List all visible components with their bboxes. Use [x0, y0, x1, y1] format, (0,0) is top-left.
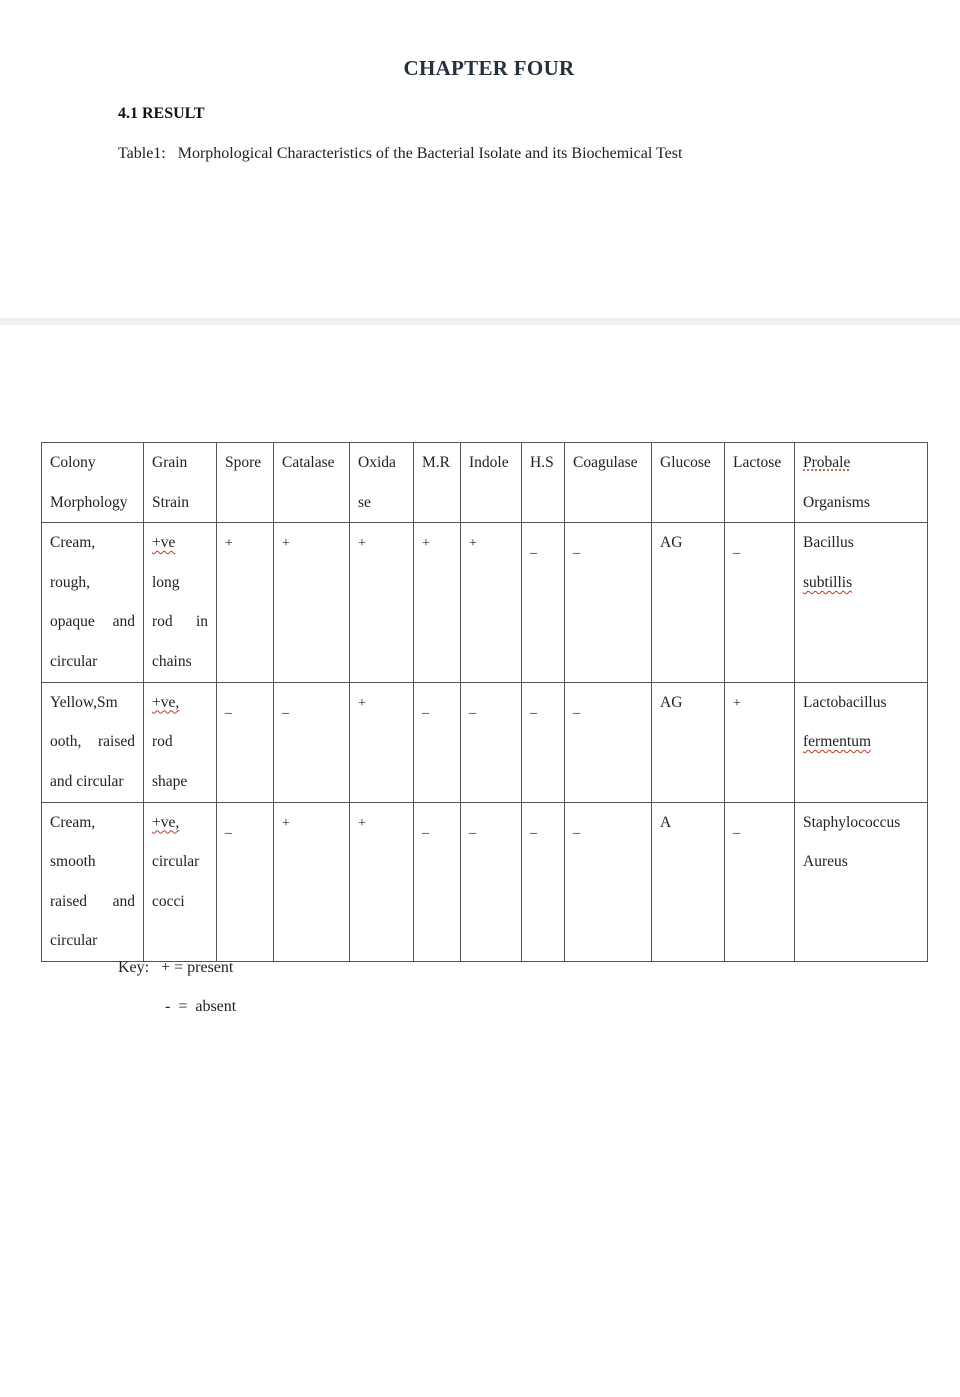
table-row — [42, 682, 928, 802]
cell-organism — [795, 802, 928, 961]
cell-line — [50, 602, 135, 642]
header-text: Oxida — [358, 454, 396, 471]
cell-indole — [461, 523, 522, 682]
cell-lactose — [725, 802, 795, 961]
cell-catalase — [274, 802, 350, 961]
cell-catalase — [274, 682, 350, 802]
key-absent: - = absent — [165, 998, 237, 1015]
cell-line — [152, 602, 208, 642]
cell-indole — [461, 802, 522, 961]
cell-spore — [217, 802, 274, 961]
cell-hs — [522, 523, 565, 682]
result-mark: _ — [573, 820, 580, 836]
header-hs: H.S — [522, 443, 565, 523]
result-mark: _ — [469, 700, 476, 716]
cell-line — [50, 882, 135, 922]
header-text: Probale — [803, 454, 851, 471]
cell-text: Bacillus — [803, 534, 854, 552]
result-mark: _ — [573, 541, 580, 557]
header-oxidase — [350, 443, 414, 523]
header-colony-morphology — [42, 443, 144, 523]
result-mark: _ — [530, 541, 537, 557]
cell-text: raised — [50, 892, 88, 910]
header-glucose: Glucose — [652, 443, 725, 523]
header-text: Colony — [50, 454, 96, 471]
cell-text: chains — [152, 652, 192, 670]
header-probable-organisms — [795, 443, 928, 523]
cell-text: Yellow,Sm — [50, 693, 118, 711]
cell-text: Cream, — [50, 534, 96, 552]
result-mark: _ — [225, 820, 232, 836]
header-catalase: Catalase — [274, 443, 350, 523]
result-mark: + — [358, 536, 366, 552]
cell-colony — [42, 523, 144, 682]
results-table — [41, 442, 928, 962]
cell-lactose — [725, 682, 795, 802]
cell-text: circular — [152, 853, 200, 871]
header-text: Grain — [152, 454, 188, 471]
result-mark: + — [225, 536, 233, 552]
result-mark: _ — [422, 820, 429, 836]
table-row — [42, 523, 928, 682]
cell-catalase — [274, 523, 350, 682]
cell-glucose: AG — [652, 682, 725, 802]
cell-grain — [144, 802, 217, 961]
cell-text: Aureus — [803, 853, 848, 871]
result-mark: _ — [733, 820, 740, 836]
table-caption: Table1: Morphological Characteristics of the Bacterial Isolate and its Biochemical Test — [118, 145, 683, 162]
cell-indole — [461, 682, 522, 802]
result-mark: _ — [530, 820, 537, 836]
cell-spore — [217, 682, 274, 802]
result-mark: _ — [733, 541, 740, 557]
cell-text: fermentum — [803, 733, 872, 751]
cell-text: ooth, — [50, 733, 82, 751]
cell-text: +ve — [152, 534, 176, 552]
section-heading: 4.1 RESULT — [118, 105, 205, 122]
header-text: Morphology — [50, 493, 128, 511]
result-mark: + — [358, 695, 366, 711]
header-grain-strain — [144, 443, 217, 523]
key-present: Key: + = present — [118, 959, 234, 976]
result-mark: _ — [225, 700, 232, 716]
cell-text: in — [195, 613, 208, 631]
cell-glucose: A — [652, 802, 725, 961]
page-separator — [0, 318, 960, 325]
cell-grain — [144, 682, 217, 802]
cell-hs — [522, 682, 565, 802]
cell-oxidase — [350, 523, 414, 682]
cell-grain — [144, 523, 217, 682]
cell-text: Cream, — [50, 813, 96, 831]
cell-text: and circular — [50, 772, 124, 790]
chapter-title: CHAPTER FOUR — [403, 56, 575, 80]
cell-mr — [414, 802, 461, 961]
cell-mr — [414, 523, 461, 682]
cell-hs — [522, 802, 565, 961]
result-mark: _ — [469, 820, 476, 836]
cell-text: long — [152, 573, 180, 591]
result-mark: _ — [282, 700, 289, 716]
cell-colony — [42, 682, 144, 802]
cell-organism — [795, 682, 928, 802]
result-mark: + — [282, 815, 290, 831]
cell-spore — [217, 523, 274, 682]
cell-mr — [414, 682, 461, 802]
result-mark: _ — [573, 700, 580, 716]
cell-text: and — [112, 613, 135, 631]
header-coagulase: Coagulase — [565, 443, 652, 523]
cell-text: +ve, — [152, 693, 180, 711]
header-text: Strain — [152, 493, 190, 511]
cell-text: opaque — [50, 613, 95, 631]
table-row — [42, 802, 928, 961]
header-indole: Indole — [461, 443, 522, 523]
result-mark: + — [469, 536, 477, 552]
cell-coagulase — [565, 802, 652, 961]
result-mark: + — [733, 695, 741, 711]
result-mark: + — [282, 536, 290, 552]
header-text: se — [358, 493, 371, 511]
header-spore: Spore — [217, 443, 274, 523]
cell-coagulase — [565, 682, 652, 802]
cell-line — [50, 722, 135, 762]
cell-text: raised — [97, 733, 135, 751]
cell-text: +ve, — [152, 813, 180, 831]
header-mr: M.R — [414, 443, 461, 523]
result-mark: _ — [422, 700, 429, 716]
cell-text: cocci — [152, 892, 185, 910]
cell-text: Staphylococcus — [803, 813, 901, 831]
cell-text: Lactobacillus — [803, 693, 887, 711]
cell-organism — [795, 523, 928, 682]
result-mark: + — [422, 536, 430, 552]
cell-lactose — [725, 523, 795, 682]
cell-text: subtillis — [803, 573, 853, 591]
result-mark: _ — [530, 700, 537, 716]
cell-text: rough, — [50, 573, 91, 591]
cell-glucose: AG — [652, 523, 725, 682]
cell-text: rod — [152, 733, 173, 751]
cell-text: smooth — [50, 853, 96, 871]
cell-coagulase — [565, 523, 652, 682]
cell-text: and — [112, 892, 135, 910]
cell-text: circular — [50, 652, 98, 670]
cell-text: rod — [152, 613, 173, 631]
cell-oxidase — [350, 802, 414, 961]
cell-text: circular — [50, 932, 98, 950]
cell-colony — [42, 802, 144, 961]
table-header-row — [42, 443, 928, 523]
header-lactose: Lactose — [725, 443, 795, 523]
cell-oxidase — [350, 682, 414, 802]
cell-text: shape — [152, 772, 188, 790]
result-mark: + — [358, 815, 366, 831]
header-text: Organisms — [803, 493, 870, 511]
